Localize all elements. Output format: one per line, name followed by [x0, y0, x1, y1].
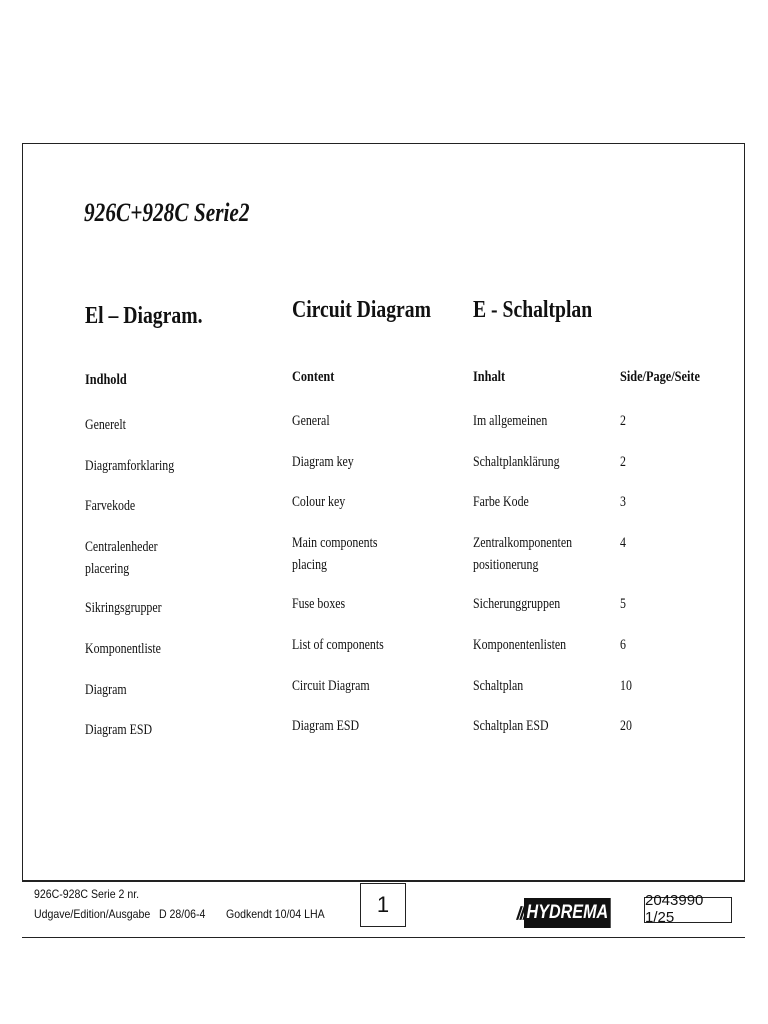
footer	[22, 881, 745, 939]
row-page: 20	[620, 718, 632, 734]
row-german: Zentralkomponenten positionerung	[473, 535, 573, 573]
column-header-danish: Indhold	[85, 372, 127, 388]
row-page: 3	[620, 494, 626, 510]
row-english: Main components placing	[292, 535, 378, 573]
row-page: 10	[620, 678, 632, 694]
logo-text: HYDREMA	[524, 898, 611, 928]
row-english: Diagram ESD	[292, 718, 360, 734]
footer-model: 926C-928C Serie 2 nr.	[34, 887, 140, 901]
document-title: 926C+928C Serie2	[84, 198, 250, 227]
row-german: Schaltplanklärung	[473, 454, 560, 470]
document-number: 2043990 1/25	[645, 891, 704, 926]
row-english: List of components	[292, 637, 384, 653]
column-header-english: Content	[292, 369, 335, 385]
row-page: 4	[620, 535, 626, 551]
row-german: Farbe Kode	[473, 494, 529, 510]
footer-top-line	[22, 881, 745, 882]
row-english: Fuse boxes	[292, 596, 346, 612]
footer-edition: D 28/06-4	[159, 907, 206, 921]
row-danish: Diagram	[85, 682, 127, 698]
column-header-german: Inhalt	[473, 369, 506, 385]
footer-approved: Godkendt 10/04 LHA	[226, 907, 325, 921]
row-german: Schaltplan ESD	[473, 718, 549, 734]
row-english: Colour key	[292, 494, 346, 510]
row-german: Schaltplan	[473, 678, 524, 694]
hydrema-logo	[516, 895, 626, 931]
footer-edition-label: Udgave/Edition/Ausgabe	[34, 907, 151, 921]
footer-bottom-line	[22, 937, 745, 938]
row-danish: Centralenheder placering	[85, 539, 158, 577]
heading-english: Circuit Diagram	[292, 297, 432, 323]
page-number-box	[360, 883, 406, 927]
row-danish: Diagram ESD	[85, 722, 153, 738]
row-danish: Generelt	[85, 417, 126, 433]
row-danish: Sikringsgrupper	[85, 600, 162, 616]
row-danish: Komponentliste	[85, 641, 161, 657]
row-english: Circuit Diagram	[292, 678, 370, 694]
row-english: General	[292, 413, 330, 429]
row-danish: Diagramforklaring	[85, 458, 175, 474]
row-page: 2	[620, 454, 626, 470]
row-english: Diagram key	[292, 454, 354, 470]
row-german: Im allgemeinen	[473, 413, 548, 429]
document-number-box	[644, 891, 732, 926]
row-page: 5	[620, 596, 626, 612]
column-header-page: Side/Page/Seite	[620, 369, 700, 385]
row-page: 2	[620, 413, 626, 429]
page-number: 1	[376, 892, 390, 917]
row-german: Komponentenlisten	[473, 637, 567, 653]
heading-german: E - Schaltplan	[473, 297, 593, 323]
heading-danish: El – Diagram.	[85, 303, 203, 329]
row-page: 6	[620, 637, 626, 653]
row-danish: Farvekode	[85, 498, 136, 514]
row-german: Sicherunggruppen	[473, 596, 561, 612]
